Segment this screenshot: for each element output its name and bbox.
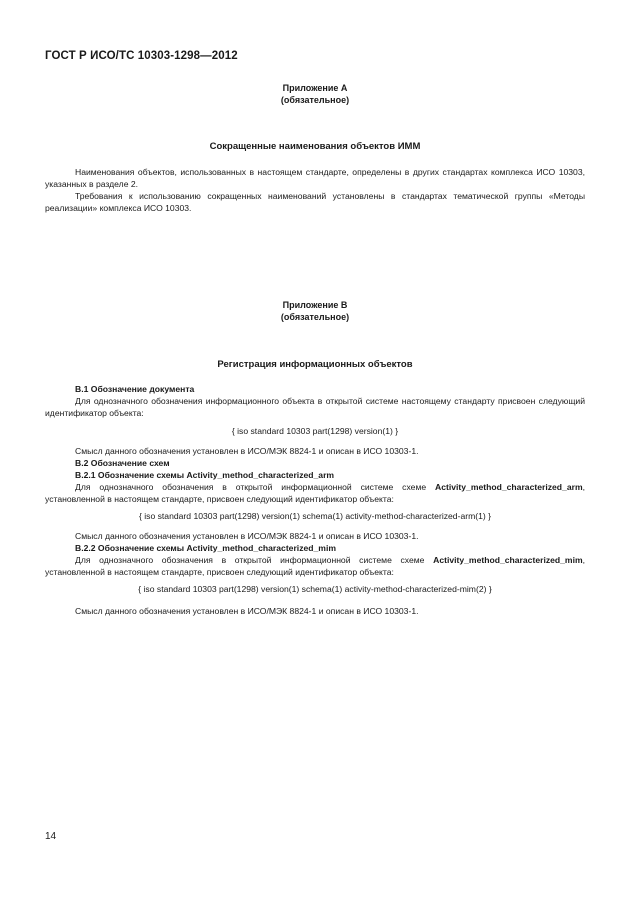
appendix-b-title: Регистрация информационных объектов [217, 359, 413, 370]
section-b1-heading: В.1 Обозначение документа [75, 384, 195, 394]
section-b21-text-start: Для однозначного обозначения в открытой информационной системе схеме [75, 482, 436, 492]
appendix-a-paragraph-2: Требования к использованию сокращенных наименований установлены в стандартах тематической группы «Методы реализации» комплекса ИСО 10303. [45, 191, 585, 213]
section-b21-text [45, 481, 585, 505]
section-b22-text-end: , установленной в настоящем стандарте, присвоен следующий идентификатор объекта: [45, 555, 585, 577]
document-header: ГОСТ Р ИСО/ТС 10303-1298—2012 [45, 50, 238, 62]
section-b21-schema-name: Activity_method_characterized_arm [435, 482, 583, 492]
appendix-a-status: (обязательное) [280, 95, 350, 105]
section-b2-heading: В.2 Обозначение схем [75, 458, 170, 468]
appendix-a-title: Сокращенные наименования объектов ИММ [209, 141, 421, 152]
section-b1-meaning: Смысл данного обозначения установлен в ИСО/МЭК 8824-1 и описан в ИСО 10303-1. [75, 446, 419, 456]
appendix-a-label: Приложение А [282, 83, 348, 93]
section-b21-text-end: , установленной в настоящем стандарте, присвоен следующий идентификатор объекта: [45, 482, 585, 504]
appendix-a-paragraph-1: Наименования объектов, использованных в настоящем стандарте, определены в других стандартах комплекса ИСО 10303, указанных в разделе 2. [45, 167, 585, 189]
appendix-b-label: Приложение В [282, 300, 348, 310]
section-b22-heading: В.2.2 Обозначение схемы Activity_method_characterized_mim [75, 543, 336, 553]
section-b1-text: Для однозначного обозначения информационного объекта в открытой системе настоящему стандарту присвоен следующий идентификатор объекта: [45, 396, 585, 418]
section-b22-identifier: { iso standard 10303 part(1298) version(1) schema(1) activity-method-characterized-mim(2) } [138, 584, 492, 594]
section-b22-schema-name: Activity_method_characterized_mim [433, 555, 583, 565]
page-number: 14 [45, 831, 57, 842]
section-b22-meaning: Смысл данного обозначения установлен в ИСО/МЭК 8824-1 и описан в ИСО 10303-1. [75, 606, 419, 616]
appendix-b-status: (обязательное) [280, 312, 350, 322]
section-b21-meaning: Смысл данного обозначения установлен в ИСО/МЭК 8824-1 и описан в ИСО 10303-1. [75, 531, 419, 541]
section-b22-text-start: Для однозначного обозначения в открытой информационной системе схеме [75, 555, 434, 565]
section-b22-text [45, 554, 585, 578]
section-b21-identifier: { iso standard 10303 part(1298) version(1) schema(1) activity-method-characterized-arm(1) } [138, 511, 492, 521]
section-b21-heading: В.2.1 Обозначение схемы Activity_method_characterized_arm [75, 470, 335, 480]
section-b1-identifier: { iso standard 10303 part(1298) version(1) } [231, 426, 399, 436]
